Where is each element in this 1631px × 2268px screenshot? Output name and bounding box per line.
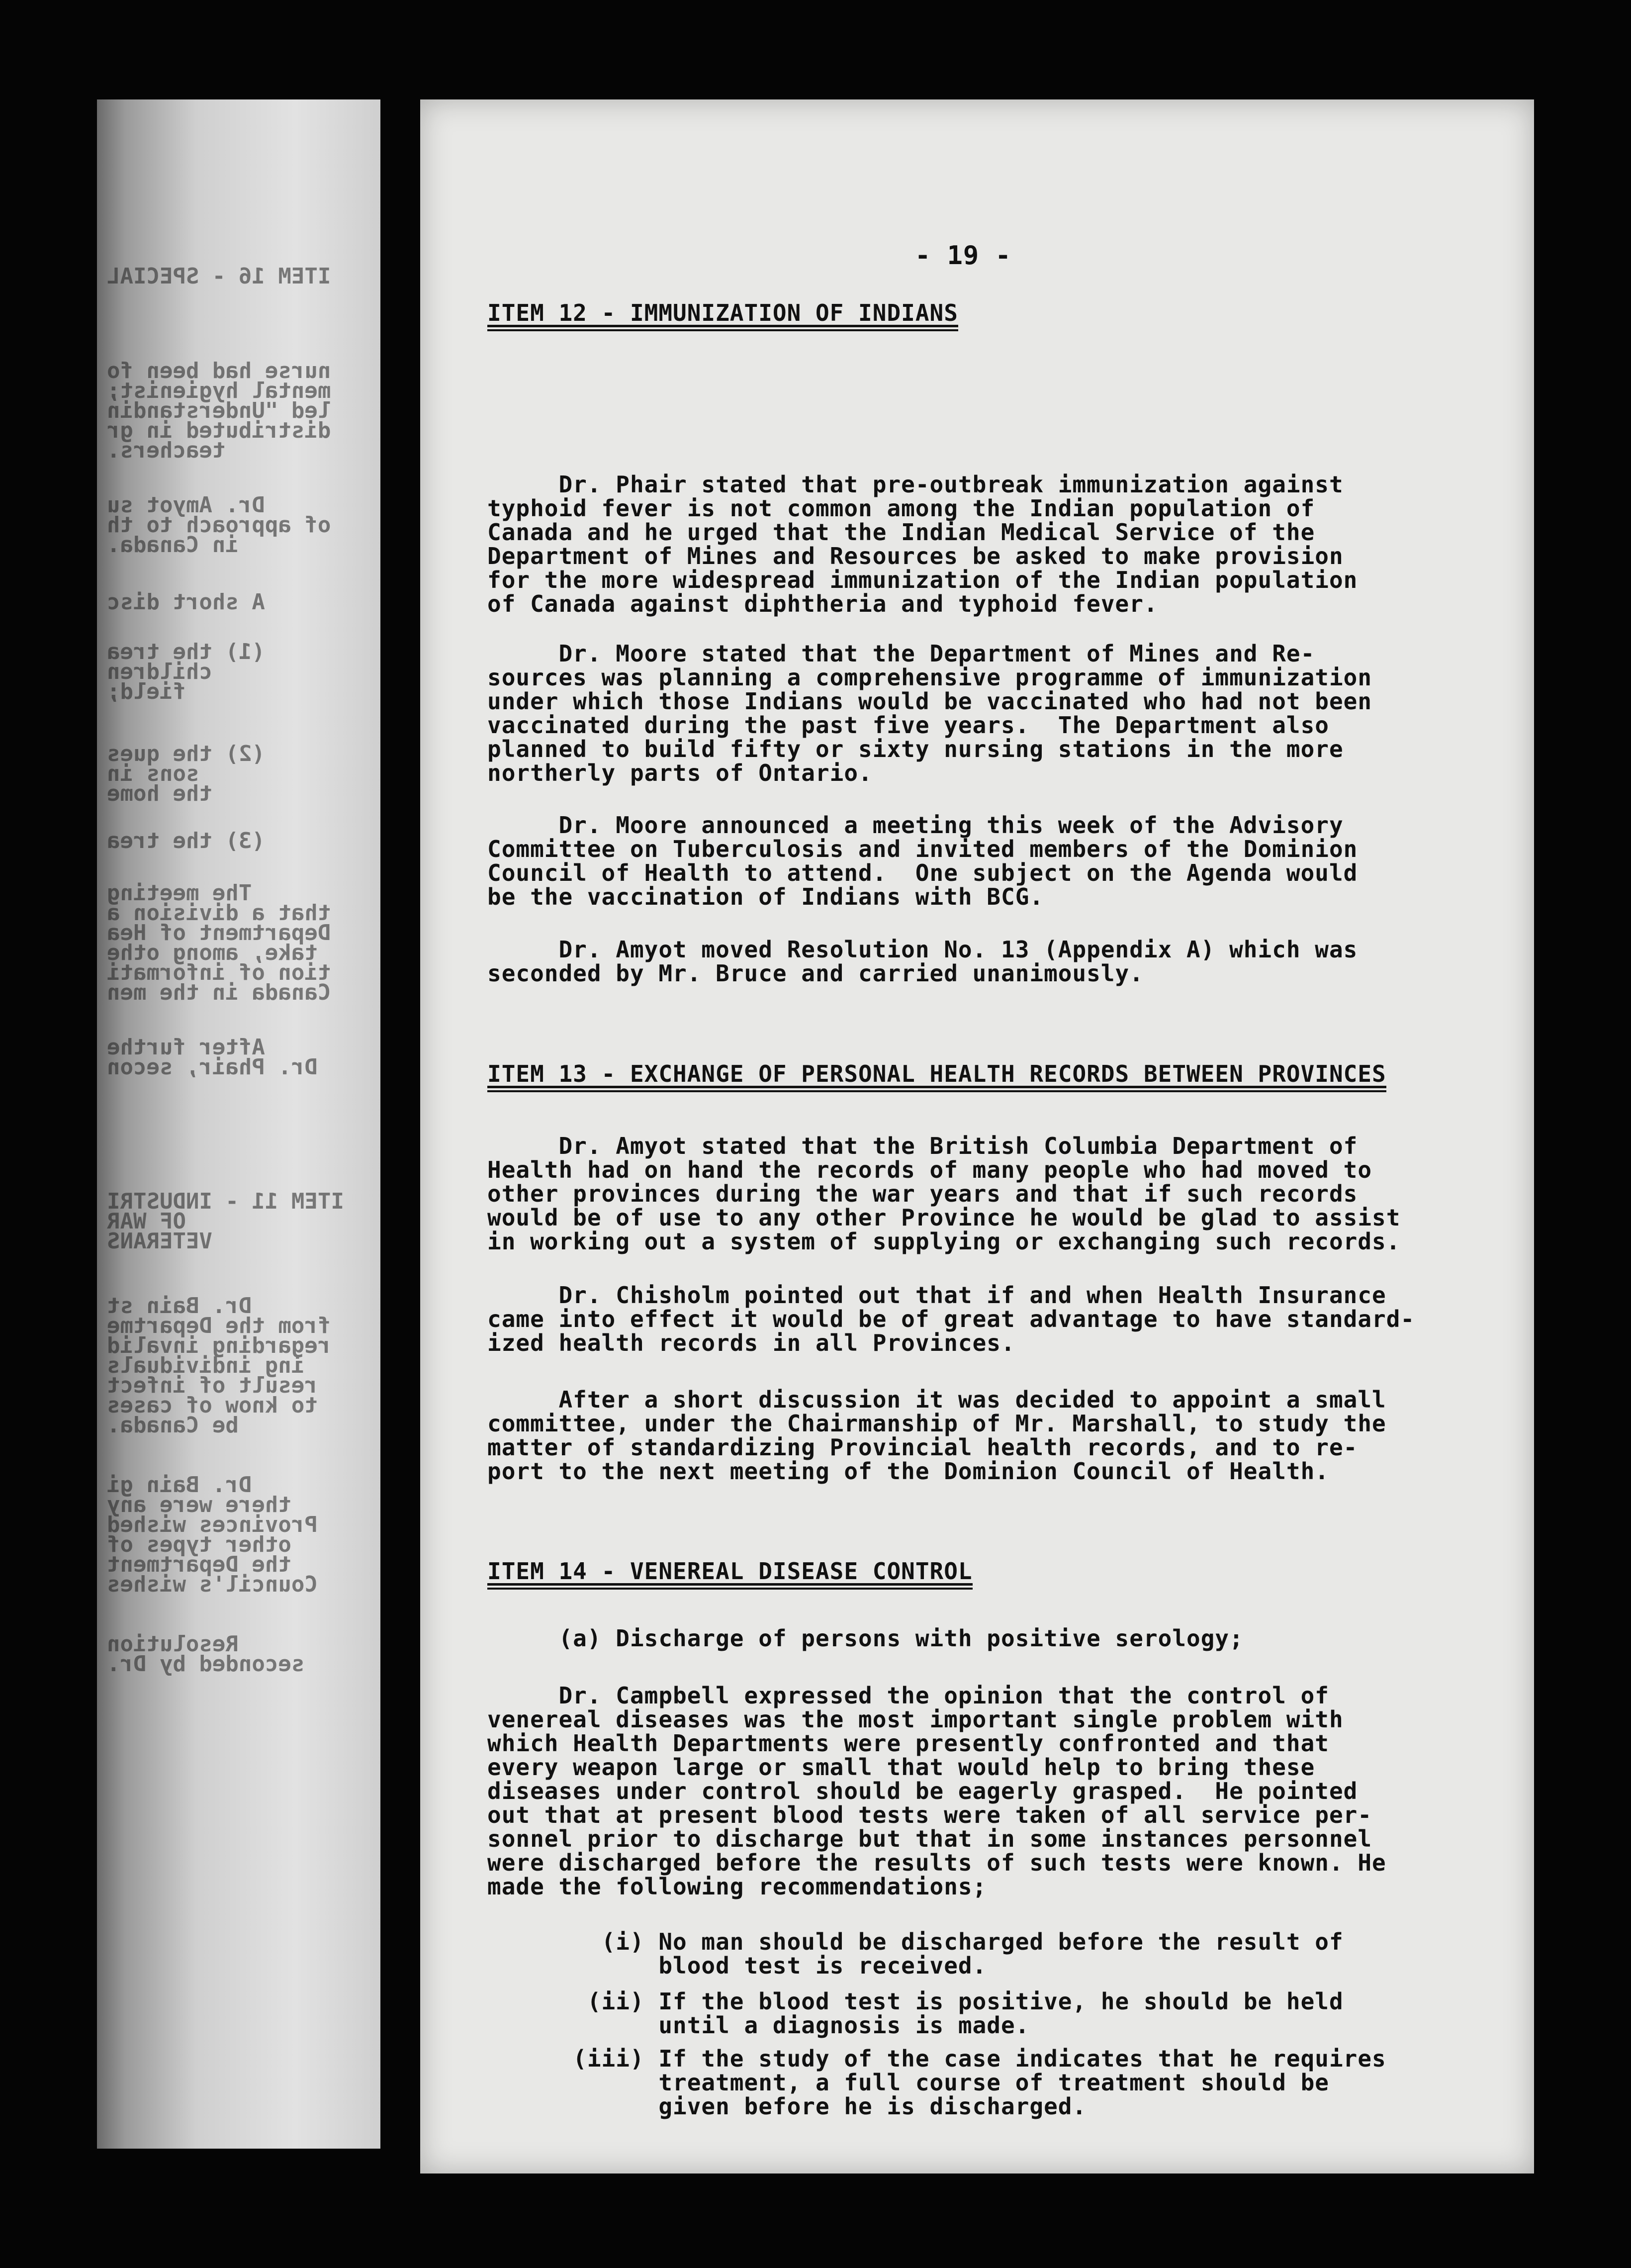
bleed-line: ing individuals (107, 1353, 305, 1378)
bleed-line: (1) the trea (107, 639, 265, 664)
section-heading: ITEM 14 - VENEREAL DISEASE CONTROL (487, 1558, 973, 1585)
text-line: Dr. Phair stated that pre-outbreak immunization against (487, 471, 1344, 498)
text-line: After a short discussion it was decided to appoint a small (487, 1386, 1386, 1413)
text-line: under which those Indians would be vaccinated who had not been (487, 688, 1372, 715)
text-line: planned to build fifty or sixty nursing stations in the more (487, 736, 1344, 762)
text-line: would be of use to any other Province he would be glad to assist (487, 1204, 1401, 1231)
text-line: sources was planning a comprehensive programme of immunization (487, 664, 1372, 691)
bleed-line: Department of Hea (107, 920, 331, 945)
bleed-line: Provinces wished (107, 1512, 318, 1537)
bleed-line: tion of informati (107, 960, 331, 985)
text-line: be the vaccination of Indians with BCG. (487, 883, 1044, 910)
text-line: came into effect it would be of great advantage to have standard- (487, 1306, 1415, 1332)
bleed-line: that a division a (107, 900, 331, 926)
bleed-line: result of infect (107, 1373, 318, 1398)
bleed-line: field; (107, 679, 186, 704)
bleed-line: the home (107, 781, 212, 806)
bleed-line: nurse had been fo (107, 358, 331, 383)
bleed-line: (3) the trea (107, 828, 265, 853)
text-line: northerly parts of Ontario. (487, 759, 873, 786)
text-line: until a diagnosis is made. (487, 2012, 1030, 2039)
text-line: out that at present blood tests were taken of all service per- (487, 1801, 1372, 1828)
text-line: Health had on hand the records of many people who had moved to (487, 1156, 1372, 1183)
text-line: (i) No man should be discharged before the result of (487, 1928, 1344, 1955)
text-line: for the more widespread immunization of the Indian population (487, 567, 1358, 593)
bleed-line: from the Departme (107, 1313, 331, 1338)
text-line: (ii) If the blood test is positive, he should be held (487, 1988, 1344, 2015)
bleed-line: The meeting (107, 880, 252, 906)
text-line: Canada and he urged that the Indian Medical Service of the (487, 519, 1315, 546)
bleed-line: mental hygienist; (107, 378, 331, 403)
bleed-line: Dr. Bain gi (107, 1472, 252, 1498)
bleed-line: sons in (107, 761, 199, 786)
text-line: which Health Departments were presently confronted and that (487, 1730, 1329, 1757)
bleed-line: led "Understandin (107, 398, 331, 423)
bleed-line: ITEM 16 - SPECIAL (107, 264, 331, 289)
bleed-line: After furthe (107, 1035, 265, 1060)
bleed-line: in Canada. (107, 532, 239, 558)
bleed-line: Resolution (107, 1631, 239, 1657)
text-line: port to the next meeting of the Dominion Council of Health. (487, 1458, 1329, 1485)
bleed-line: Dr. Phair, secon (107, 1054, 318, 1080)
text-line: treatment, a full course of treatment should be (487, 2069, 1329, 2096)
text-line: every weapon large or small that would help to bring these (487, 1754, 1315, 1781)
text-line: Dr. Amyot moved Resolution No. 13 (Appendix A) which was (487, 936, 1358, 963)
text-line: ized health records in all Provinces. (487, 1329, 1015, 1356)
text-line: typhoid fever is not common among the Indian population of (487, 495, 1315, 522)
facing-page-edge (97, 99, 380, 2149)
text-line: Council of Health to attend. One subject on the Agenda would (487, 859, 1358, 886)
bleed-line: take, among othe (107, 940, 318, 965)
bleed-line: the Department (107, 1552, 291, 1577)
bleed-line: seconded by Dr. (107, 1651, 305, 1677)
text-line: venereal diseases was the most important single problem with (487, 1706, 1344, 1733)
bleed-line: Dr. Amyot su (107, 492, 265, 518)
bleed-line: (2) the ques (107, 741, 265, 766)
text-line: (a) Discharge of persons with positive serology; (487, 1625, 1244, 1652)
bleed-line: OF WAR (107, 1209, 186, 1234)
bleed-line: be Canada. (107, 1413, 239, 1438)
text-line: were discharged before the results of such tests were known. He (487, 1849, 1386, 1876)
text-line: given before he is discharged. (487, 2093, 1087, 2120)
text-line: made the following recommendations; (487, 1873, 987, 1900)
text-line: committee, under the Chairmanship of Mr. Marshall, to study the (487, 1410, 1386, 1437)
text-line: Committee on Tuberculosis and invited members of the Dominion (487, 836, 1358, 862)
bleed-line: ITEM 11 - INDUSTRI (107, 1189, 344, 1214)
bleed-line: regarding invalid (107, 1333, 331, 1358)
text-line: Dr. Amyot stated that the British Columbia Department of (487, 1133, 1358, 1159)
text-line: other provinces during the war years and that if such records (487, 1180, 1358, 1207)
text-line: Dr. Moore announced a meeting this week of the Advisory (487, 812, 1344, 839)
text-line: (iii) If the study of the case indicates that he requires (487, 2045, 1386, 2072)
text-line: Dr. Campbell expressed the opinion that the control of (487, 1682, 1329, 1709)
bleed-line: to know of cases (107, 1393, 318, 1418)
text-line: seconded by Mr. Bruce and carried unanimously. (487, 960, 1144, 987)
text-line: matter of standardizing Provincial health records, and to re- (487, 1434, 1358, 1461)
text-line: Dr. Chisholm pointed out that if and when Health Insurance (487, 1282, 1386, 1309)
bleed-line: other types of (107, 1532, 291, 1557)
section-heading: ITEM 13 - EXCHANGE OF PERSONAL HEALTH RECORDS BETWEEN PROVINCES (487, 1060, 1386, 1087)
bleed-line: children (107, 659, 212, 684)
text-line: blood test is received. (487, 1952, 987, 1979)
bleed-through-text (97, 99, 380, 2149)
section-heading: ITEM 12 - IMMUNIZATION OF INDIANS (487, 299, 958, 326)
bleed-line: there were any (107, 1492, 291, 1517)
bleed-line: Council's wishes (107, 1572, 318, 1597)
bleed-line: of approach to th (107, 512, 331, 538)
bleed-line: A short disc (107, 589, 265, 615)
text-line: Department of Mines and Resources be asked to make provision (487, 543, 1344, 569)
text-line: Dr. Moore stated that the Department of Mines and Re- (487, 640, 1315, 667)
text-line: diseases under control should be eagerly grasped. He pointed (487, 1778, 1358, 1804)
bleed-line: distributed in gr (107, 418, 331, 443)
text-line: of Canada against diphtheria and typhoid fever. (487, 590, 1158, 617)
text-line: vaccinated during the past five years. The Department also (487, 712, 1329, 739)
bleed-line: Canada in the men (107, 980, 331, 1005)
text-line: sonnel prior to discharge but that in some instances personnel (487, 1825, 1372, 1852)
text-line: in working out a system of supplying or exchanging such records. (487, 1228, 1401, 1255)
bleed-line: VETERANS (107, 1228, 212, 1254)
bleed-line: Dr. Bain st (107, 1293, 252, 1319)
bleed-line: teachers. (107, 438, 226, 463)
document-page (420, 99, 1534, 2174)
page-number: - 19 - (915, 241, 1011, 271)
